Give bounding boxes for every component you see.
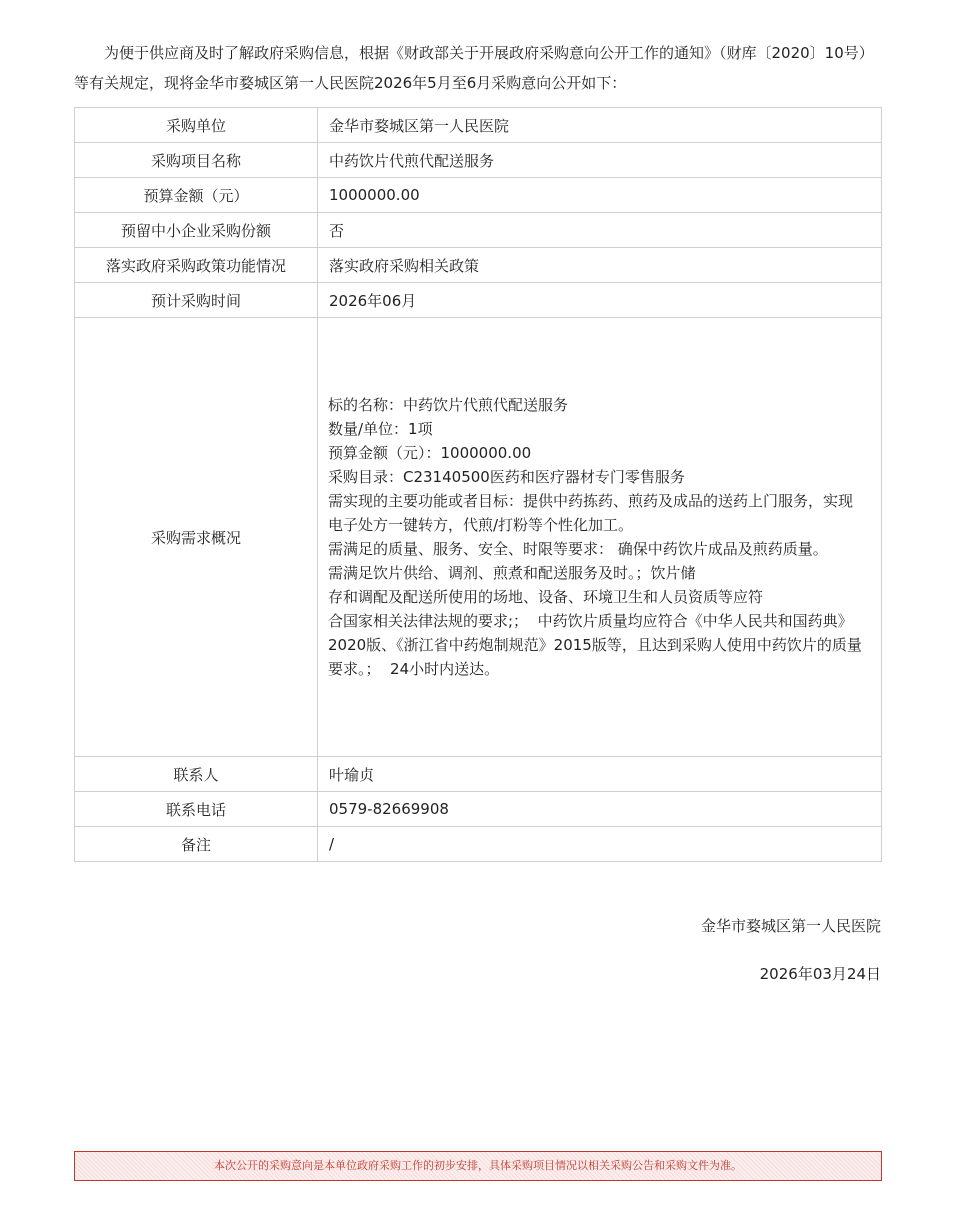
row-label: 联系电话 — [75, 792, 318, 827]
requirement-body — [318, 393, 881, 681]
requirement-cell — [318, 318, 882, 757]
row-value: 否 — [318, 213, 882, 248]
row-value: 金华市婺城区第一人民医院 — [318, 108, 882, 143]
procurement-info-table — [74, 107, 882, 862]
row-label: 落实政府采购政策功能情况 — [75, 248, 318, 283]
requirement-line: 需满足的质量、服务、安全、时限等要求： 确保中药饮片成品及煎药质量。 — [328, 540, 828, 558]
table-row — [75, 827, 882, 862]
requirement-line: 数量/单位：1项 — [328, 420, 433, 438]
requirement-line: 预算金额（元）：1000000.00 — [328, 444, 532, 462]
requirement-line: 合国家相关法律法规的要求;； 中药饮片质量均应符合《中华人民共和国药典》2020版、《浙江省中药炮制规范》2015版等，且达到采购人使用中药饮片的质量要求。； 24小时内送达。 — [328, 612, 862, 678]
row-label: 采购单位 — [75, 108, 318, 143]
row-value: 落实政府采购相关政策 — [318, 248, 882, 283]
signature-date: 2026年03月24日 — [759, 965, 881, 983]
row-value: 叶瑜贞 — [318, 757, 882, 792]
intro-paragraph: 为便于供应商及时了解政府采购信息，根据《财政部关于开展政府采购意向公开工作的通知》（财库〔2020〕10号）等有关规定，现将金华市婺城区第一人民医院2026年5月至6月采购意向公开如下： — [74, 44, 874, 92]
requirement-line: 采购目录：C23140500医药和医疗器材专门零售服务 — [328, 468, 685, 486]
requirement-line: 需实现的主要功能或者目标：提供中药拣药、煎药及成品的送药上门服务，实现电子处方一键转方，代煎/打粉等个性化加工。 — [328, 492, 854, 534]
row-value: 中药饮片代煎代配送服务 — [318, 143, 882, 178]
table-row — [75, 108, 882, 143]
requirement-line: 需满足饮片供给、调剂、煎煮和配送服务及时。；饮片储 — [328, 564, 696, 582]
table-row — [75, 792, 882, 827]
row-label: 采购需求概况 — [75, 318, 318, 757]
row-label: 采购项目名称 — [75, 143, 318, 178]
requirement-line: 标的名称：中药饮片代煎代配送服务 — [328, 396, 569, 414]
table-row — [75, 213, 882, 248]
row-label: 预计采购时间 — [75, 283, 318, 318]
row-value: 0579-82669908 — [318, 792, 882, 827]
table-row — [75, 248, 882, 283]
requirement-line: 存和调配及配送所使用的场地、设备、环境卫生和人员资质等应符 — [328, 588, 764, 606]
table-row — [75, 757, 882, 792]
row-value: 1000000.00 — [318, 178, 882, 213]
signature-org: 金华市婺城区第一人民医院 — [700, 917, 881, 935]
row-label: 预算金额（元） — [75, 178, 318, 213]
table-row — [75, 178, 882, 213]
row-value: / — [318, 827, 882, 862]
table-row — [75, 143, 882, 178]
row-label: 联系人 — [75, 757, 318, 792]
row-label: 预留中小企业采购份额 — [75, 213, 318, 248]
table-row — [75, 283, 882, 318]
requirement-row — [75, 318, 882, 757]
disclaimer-notice: 本次公开的采购意向是本单位政府采购工作的初步安排，具体采购项目情况以相关采购公告和采购文件为准。 — [74, 1151, 882, 1181]
row-label: 备注 — [75, 827, 318, 862]
row-value: 2026年06月 — [318, 283, 882, 318]
